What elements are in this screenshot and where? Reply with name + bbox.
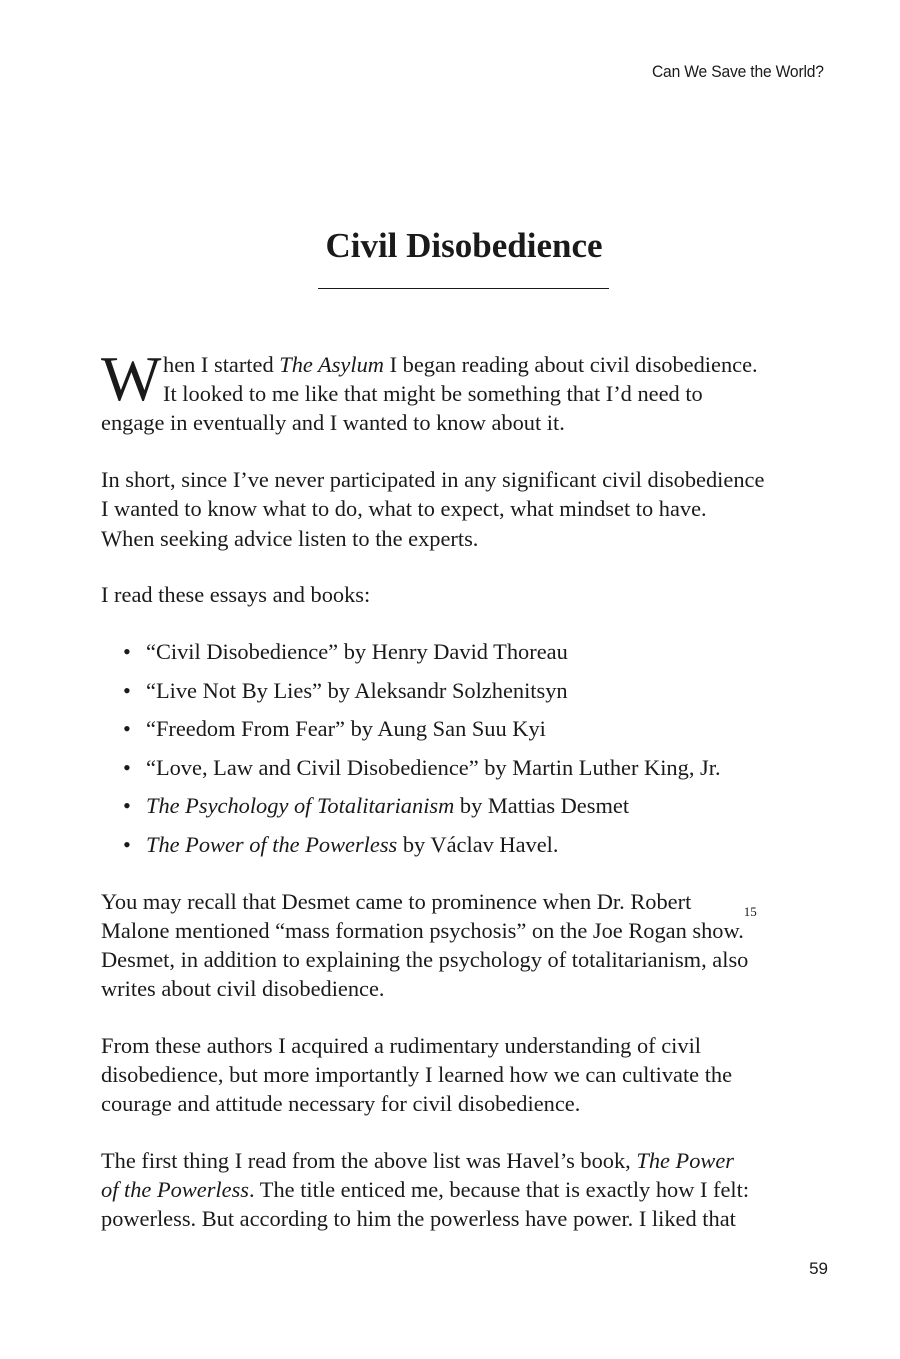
- text-run: hen I started: [163, 352, 280, 377]
- list-item-author: by Václav Havel.: [397, 831, 559, 857]
- bullet: •: [123, 831, 131, 857]
- list-item-author: by Aung San Suu Kyi: [344, 716, 546, 742]
- text-run: I began reading about civil disobedience.: [383, 352, 758, 377]
- list-item: [101, 714, 831, 753]
- book-title-italic: The Asylum: [279, 352, 384, 377]
- book-title-italic: The Power: [636, 1148, 735, 1173]
- paragraph: [101, 580, 831, 609]
- text-line: You may recall that Desmet came to prominence when Dr. Robert: [101, 888, 692, 914]
- list-item: [101, 676, 831, 715]
- list-item: [101, 791, 831, 830]
- bullet: •: [123, 793, 131, 819]
- list-item-author: by Martin Luther King, Jr.: [478, 754, 721, 780]
- list-item-title: “Love, Law and Civil Disobedience”: [146, 754, 479, 780]
- paragraph: [101, 887, 831, 1004]
- drop-cap: W: [101, 343, 160, 414]
- text-run: . The title enticed me, because that is exactly how I felt:: [249, 1177, 750, 1203]
- text-line: [101, 903, 831, 945]
- text-run: The first thing I read from the above list was Havel’s book,: [101, 1148, 637, 1173]
- text-line: powerless. But according to him the powerless have power. I liked that: [101, 1206, 736, 1232]
- reading-list: [101, 637, 831, 859]
- text-line: [101, 1146, 831, 1175]
- text-line: From these authors I acquired a rudimentary understanding of civil: [101, 1032, 702, 1058]
- page-number: 59: [809, 1259, 828, 1278]
- book-title-italic: of the Powerless: [101, 1177, 250, 1203]
- text-line: writes about civil disobedience.: [101, 976, 385, 1002]
- text-line: [101, 1175, 831, 1204]
- list-item-title: The Psychology of Totalitarianism: [146, 793, 455, 819]
- text-line: I read these essays and books:: [101, 582, 371, 608]
- list-item-author: by Henry David Thoreau: [338, 638, 568, 664]
- text-line: [101, 350, 831, 379]
- text-line: courage and attitude necessary for civil disobedience.: [101, 1091, 581, 1117]
- text-line: In short, since I’ve never participated in any significant civil disobedience: [101, 467, 765, 493]
- list-item-author: by Aleksandr Solzhenitsyn: [321, 677, 568, 703]
- body-text: [101, 343, 831, 1261]
- text-line: When seeking advice listen to the experts.: [101, 525, 479, 551]
- list-item: [101, 753, 831, 792]
- list-item-title: “Live Not By Lies”: [146, 677, 322, 703]
- footnote-reference[interactable]: 15: [743, 903, 757, 919]
- chapter-title: Civil Disobedience: [325, 226, 603, 265]
- list-item-author: by Mattias Desmet: [454, 793, 630, 819]
- list-item: [101, 830, 831, 859]
- text-line: disobedience, but more importantly I learned how we can cultivate the: [101, 1062, 733, 1088]
- paragraph: [101, 1146, 831, 1234]
- text-run: Malone mentioned “mass formation psychosis” on the Joe Rogan show.: [101, 917, 744, 943]
- text-line: engage in eventually and I wanted to know about it.: [101, 410, 565, 436]
- paragraph-intro: [101, 343, 831, 438]
- title-rule: [318, 288, 609, 289]
- text-line: Desmet, in addition to explaining the psychology of totalitarianism, also: [101, 946, 749, 972]
- bullet: •: [123, 716, 131, 742]
- text-line: I wanted to know what to do, what to expect, what mindset to have.: [101, 496, 707, 522]
- bullet: •: [123, 677, 131, 703]
- bullet: •: [123, 754, 131, 780]
- list-item-title: The Power of the Powerless: [146, 831, 398, 857]
- bullet: •: [123, 638, 131, 664]
- text-line: It looked to me like that might be something that I’d need to: [163, 381, 703, 407]
- paragraph: [101, 1031, 831, 1119]
- paragraph: [101, 465, 831, 553]
- list-item-title: “Civil Disobedience”: [146, 638, 339, 664]
- list-item: [101, 637, 831, 676]
- running-header: Can We Save the World?: [652, 62, 824, 81]
- list-item-title: “Freedom From Fear”: [146, 716, 345, 742]
